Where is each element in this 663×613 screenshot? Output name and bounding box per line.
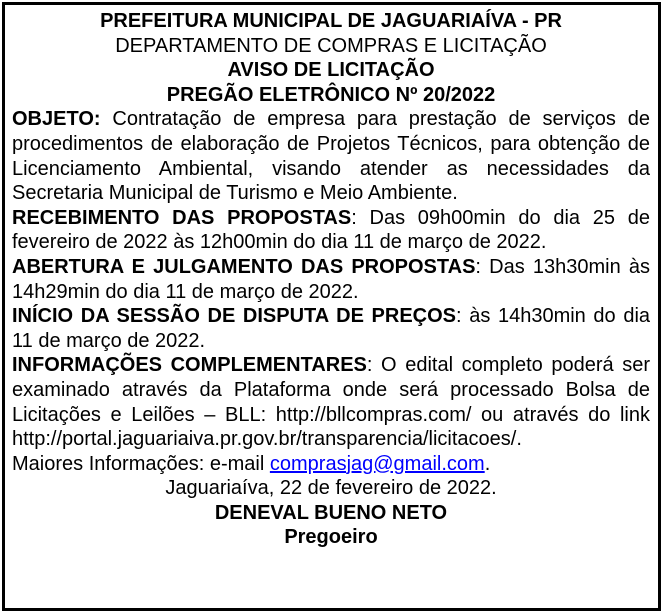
- dateline: Jaguariaíva, 22 de fevereiro de 2022.: [165, 477, 497, 500]
- recebimento-text: : Das 09h00min do dia 25 de fevereiro de 2022 às 12h00min do dia 11 de março de 2022.: [12, 206, 651, 254]
- objeto-label: OBJETO:: [12, 108, 101, 131]
- paragraph-objeto: [12, 107, 650, 205]
- recebimento-label: RECEBIMENTO DAS PROPOSTAS: [12, 206, 352, 229]
- signer-name: DENEVAL BUENO NETO: [214, 501, 448, 524]
- paragraph-informacoes: [12, 353, 650, 451]
- informacoes-label: INFORMAÇÕES COMPLEMENTARES: [12, 354, 367, 377]
- notice-type-title: AVISO DE LICITAÇÃO: [227, 59, 435, 82]
- contact-suffix: .: [484, 452, 491, 475]
- paragraph-abertura: [12, 255, 650, 304]
- abertura-label: ABERTURA E JULGAMENTO DAS PROPOSTAS: [12, 255, 476, 278]
- signer-role: Pregoeiro: [284, 526, 378, 549]
- notice-frame: [2, 2, 661, 611]
- email-link[interactable]: comprasjag@gmail.com: [269, 452, 485, 475]
- inicio-text: : às 14h30min do dia 11 de março de 2022.: [12, 305, 651, 352]
- abertura-text: : Das 13h30min às 14h29min do dia 11 de março de 2022.: [12, 255, 650, 303]
- org-title: PREFEITURA MUNICIPAL DE JAGUARIAÍVA - PR: [100, 10, 562, 32]
- informacoes-text: : O edital completo poderá ser examinado através da Plataforma onde será processado Bolsa de Licitações e Leilões – BLL: http://bllcompras.com/ ou através do link http://portal.jaguariaiva.pr.gov.br/transparencia/licitacoes/.: [12, 354, 651, 451]
- inicio-label: INÍCIO DA SESSÃO DE DISPUTA DE PREÇOS: [12, 305, 457, 328]
- contact-prefix: Maiores Informações: e-mail: [12, 452, 270, 475]
- department-subtitle: DEPARTAMENTO DE COMPRAS E LICITAÇÃO: [115, 34, 547, 57]
- paragraph-recebimento: [12, 206, 650, 255]
- paragraph-inicio: [12, 304, 650, 353]
- auction-number-title: PREGÃO ELETRÔNICO Nº 20/2022: [166, 83, 496, 106]
- objeto-text: Contratação de empresa para prestação de serviços de procedimentos de elaboração de Projetos Técnicos, para obtenção de Licenciamento Ambiental, visando atender as necessidades da Secretaria Municipal de Turismo e Meio Ambiente.: [12, 108, 650, 205]
- contact-line: [12, 452, 650, 477]
